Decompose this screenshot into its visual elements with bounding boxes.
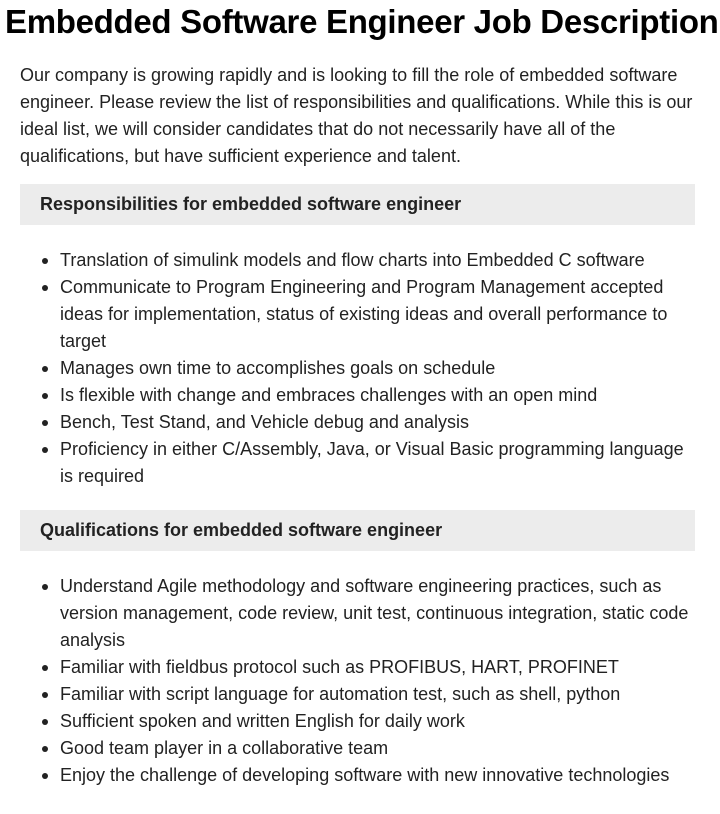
bullet-icon (42, 746, 48, 752)
responsibilities-heading: Responsibilities for embedded software engineer (20, 184, 695, 225)
bullet-icon (42, 665, 48, 671)
page-title: Embedded Software Engineer Job Description (5, 3, 719, 40)
bullet-icon (42, 393, 48, 399)
list-item-text: Sufficient spoken and written English for daily work (60, 711, 465, 731)
list-item (60, 382, 698, 409)
list-item (60, 762, 698, 789)
intro-paragraph: Our company is growing rapidly and is looking to fill the role of embedded software engineer. Please review the list of responsibilities and qualifications. While this is our ideal list, we will consider candidates that do not necessarily have all of the qualifications, but have sufficient experience and talent. (20, 65, 693, 166)
list-item-text: Enjoy the challenge of developing software with new innovative technologies (60, 765, 670, 785)
bullet-icon (42, 584, 48, 590)
list-item-text: Translation of simulink models and flow charts into Embedded C software (60, 250, 645, 270)
list-item (60, 735, 698, 762)
list-item-text: Communicate to Program Engineering and Program Management accepted ideas for implementation, status of existing ideas and overall performance to target (60, 277, 668, 351)
section-spacer (0, 490, 720, 496)
bullet-icon (42, 420, 48, 426)
list-item-text: Familiar with fieldbus protocol such as PROFIBUS, HART, PROFINET (60, 657, 619, 677)
list-item (60, 708, 698, 735)
list-item-text: Understand Agile methodology and software engineering practices, such as version management, code review, unit test, continuous integration, static code analysis (60, 576, 689, 650)
responsibilities-list (20, 247, 698, 490)
list-item-text: Proficiency in either C/Assembly, Java, or Visual Basic programming language is required (60, 439, 684, 486)
list-item (60, 436, 698, 490)
list-item-text: Familiar with script language for automation test, such as shell, python (60, 684, 621, 704)
list-item (60, 681, 698, 708)
qualifications-heading: Qualifications for embedded software engineer (20, 510, 695, 551)
list-item-text: Good team player in a collaborative team (60, 738, 389, 758)
list-item-text: Manages own time to accomplishes goals on schedule (60, 358, 496, 378)
list-item (60, 409, 698, 436)
list-item (60, 355, 698, 382)
list-item-text: Is flexible with change and embraces challenges with an open mind (60, 385, 598, 405)
bullet-icon (42, 285, 48, 291)
list-item (60, 274, 698, 355)
bullet-icon (42, 447, 48, 453)
list-item (60, 654, 698, 681)
bullet-icon (42, 366, 48, 372)
list-item-text: Bench, Test Stand, and Vehicle debug and analysis (60, 412, 469, 432)
list-item (60, 573, 698, 654)
list-item (60, 247, 698, 274)
qualifications-list (20, 573, 698, 789)
bullet-icon (42, 773, 48, 779)
bullet-icon (42, 258, 48, 264)
bullet-icon (42, 692, 48, 698)
bullet-icon (42, 719, 48, 725)
